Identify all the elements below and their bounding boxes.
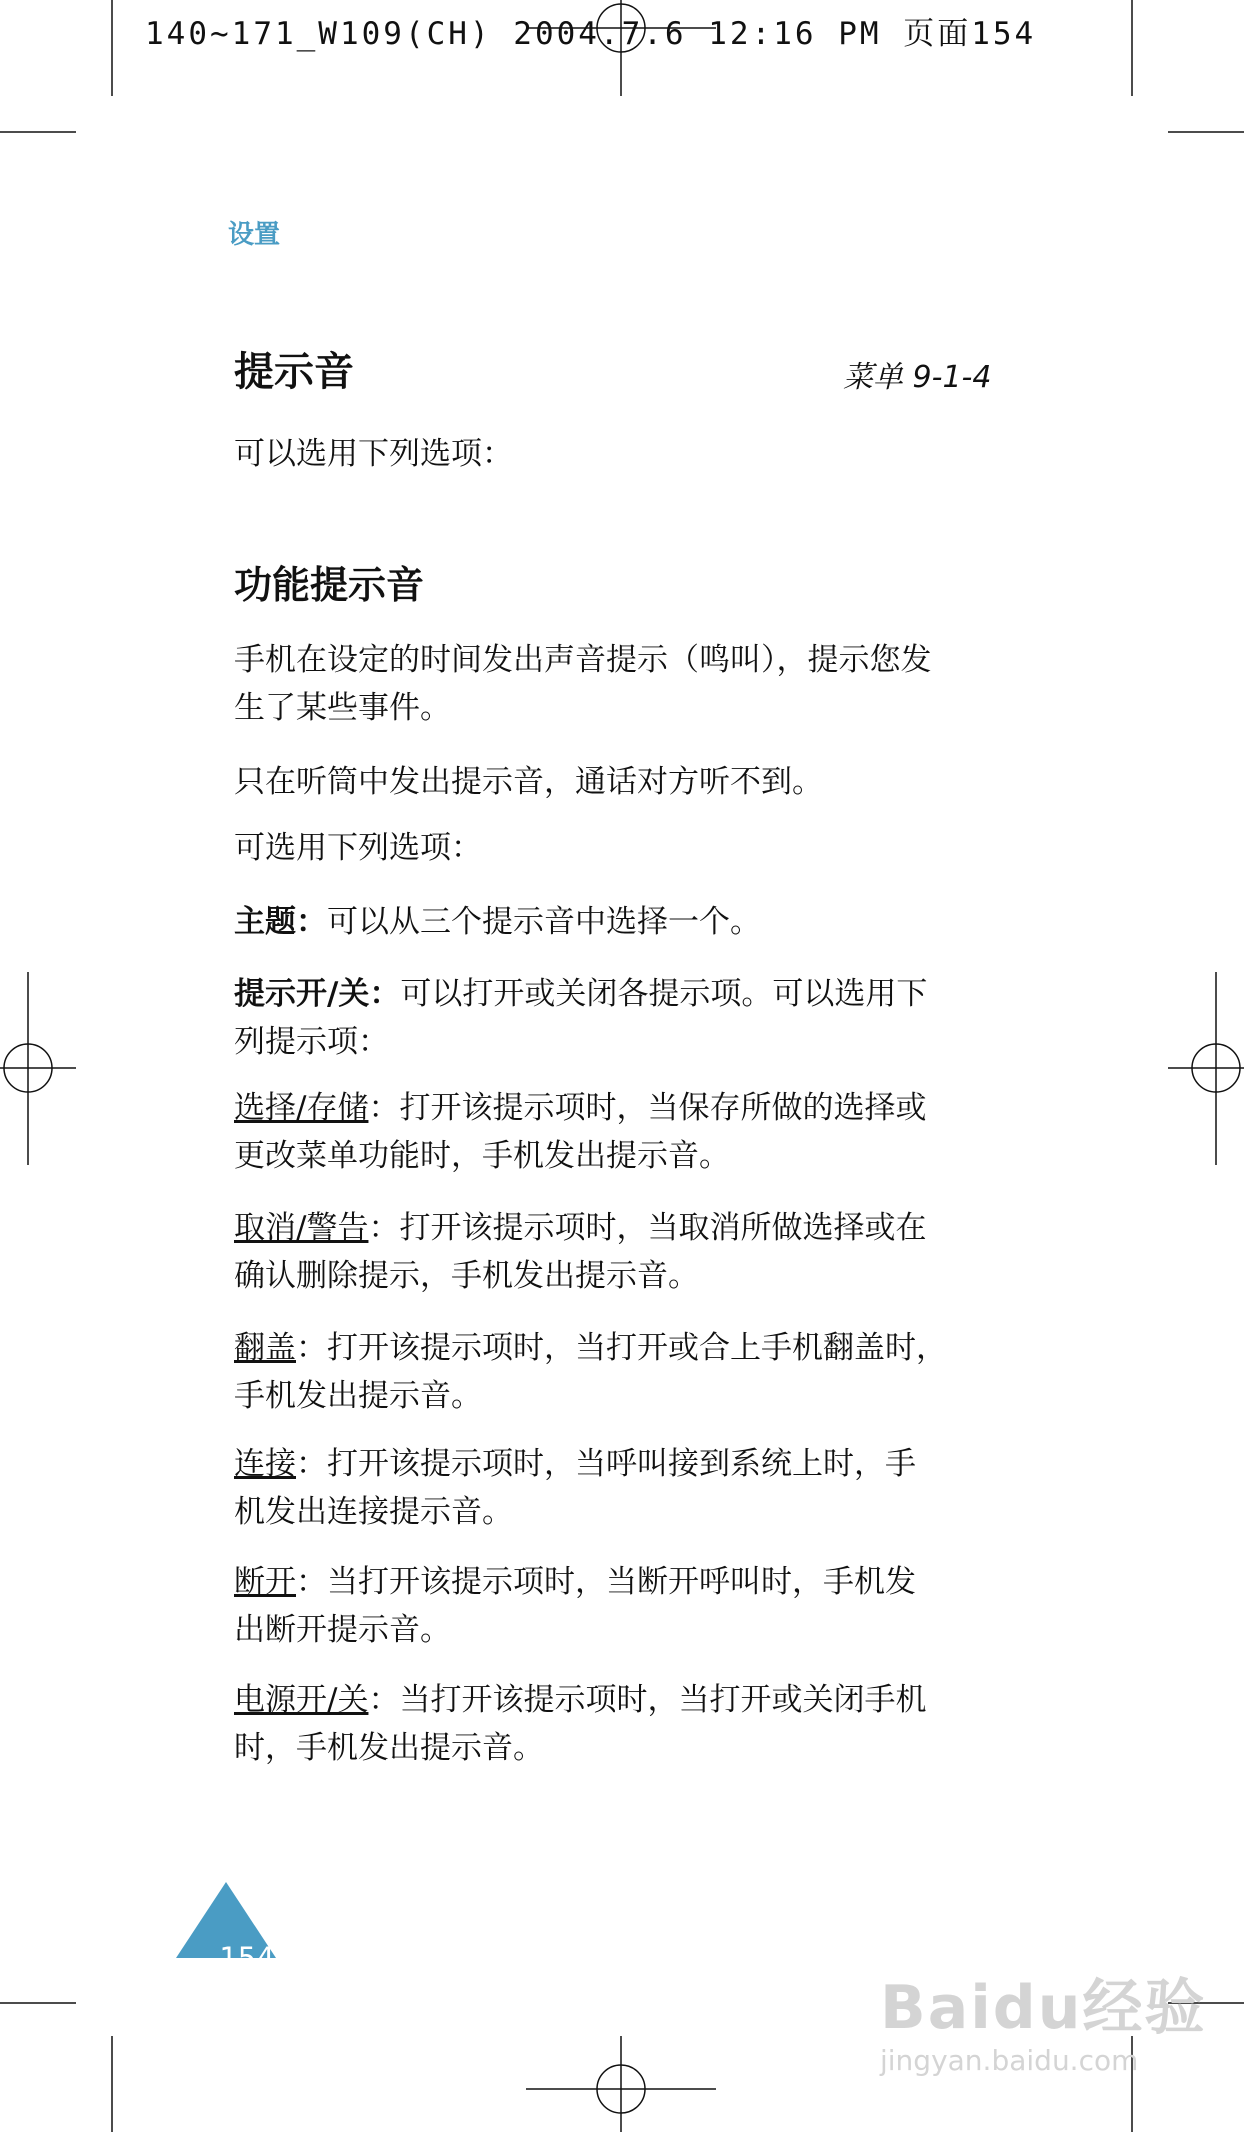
- item-text-continued: 出断开提示音。: [234, 1612, 451, 1648]
- list-item: [234, 1676, 1000, 1772]
- watermark-logo: Baidu经验: [880, 1973, 1207, 2043]
- print-header: 140~171_W109(CH) 2004.7.6 12:16 PM 页面154: [145, 16, 1037, 52]
- sub-heading: 功能提示音: [234, 563, 425, 607]
- option-onoff-term: 提示开/关：: [234, 976, 401, 1012]
- paragraph-3: 可选用下列选项：: [234, 830, 482, 866]
- item-text: ：当打开该提示项时，当打开或关闭手机: [368, 1682, 927, 1718]
- menu-reference: 菜单 9-1-4: [843, 360, 992, 395]
- section-tag: 设置: [228, 220, 281, 250]
- item-text-continued: 更改菜单功能时，手机发出提示音。: [234, 1138, 730, 1174]
- list-item: [234, 1324, 1000, 1420]
- paragraph-1-line-1: 手机在设定的时间发出声音提示（鸣叫），提示您发: [234, 642, 932, 678]
- list-item: [234, 1084, 1000, 1180]
- item-text: ：打开该提示项时，当呼叫接到系统上时，手: [296, 1446, 916, 1482]
- list-item: [234, 1440, 1000, 1536]
- list-item: [234, 1558, 1000, 1654]
- page-title: 提示音: [234, 349, 354, 395]
- list-item: [234, 1204, 1000, 1300]
- page-number: 154: [219, 1941, 275, 1975]
- option-theme-text: 可以从三个提示音中选择一个。: [327, 904, 761, 940]
- item-term: 取消/警告: [234, 1210, 369, 1246]
- item-text: ：打开该提示项时，当打开或合上手机翻盖时，: [296, 1330, 947, 1366]
- option-theme: [234, 898, 1000, 946]
- item-text-continued: 手机发出提示音。: [234, 1378, 482, 1414]
- paragraph-1-line-2: 生了某些事件。: [234, 690, 451, 726]
- item-term: 电源开/关: [234, 1682, 369, 1718]
- item-term: 翻盖: [234, 1330, 296, 1366]
- paragraph-1: [234, 636, 1000, 732]
- item-term: 连接: [234, 1446, 296, 1482]
- option-onoff-line-1: 可以打开或关闭各提示项。可以选用下: [400, 976, 928, 1012]
- item-text-continued: 机发出连接提示音。: [234, 1494, 513, 1530]
- item-text: ：打开该提示项时，当保存所做的选择或: [368, 1090, 927, 1126]
- watermark-url: jingyan.baidu.com: [880, 2044, 1139, 2077]
- option-theme-term: 主题：: [234, 904, 327, 940]
- item-text-continued: 时，手机发出提示音。: [234, 1730, 544, 1766]
- intro-text: 可以选用下列选项：: [234, 436, 513, 472]
- item-term: 选择/存储: [234, 1090, 369, 1126]
- option-onoff-line-2: 列提示项：: [234, 1024, 389, 1060]
- item-term: 断开: [234, 1564, 296, 1600]
- item-text-continued: 确认删除提示，手机发出提示音。: [234, 1258, 699, 1294]
- paragraph-2: 只在听筒中发出提示音，通话对方听不到。: [234, 764, 823, 800]
- item-text: ：当打开该提示项时，当断开呼叫时，手机发: [296, 1564, 916, 1600]
- option-onoff: [234, 970, 1000, 1066]
- watermark: [880, 1960, 1206, 2077]
- item-text: ：打开该提示项时，当取消所做选择或在: [368, 1210, 927, 1246]
